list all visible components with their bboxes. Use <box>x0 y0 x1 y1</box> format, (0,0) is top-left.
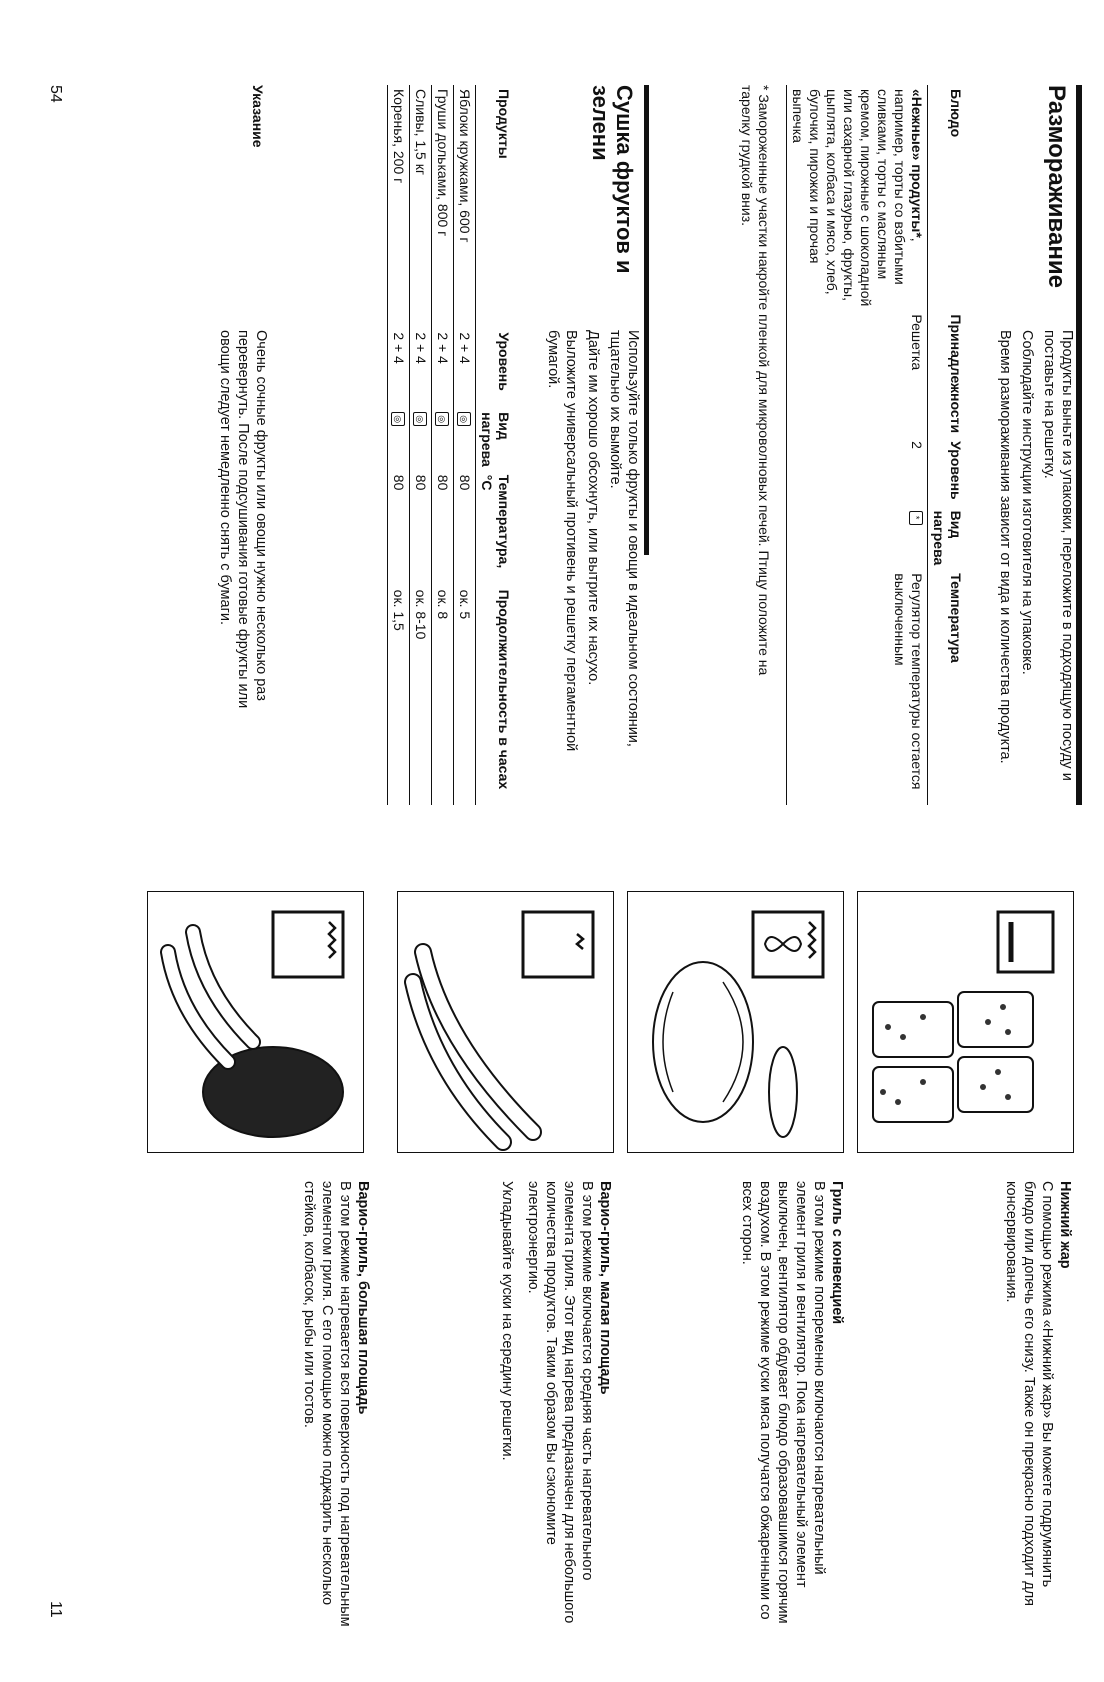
table-row <box>454 85 476 805</box>
level-cell: 2 + 4 <box>391 332 407 364</box>
col-duration: Продолжительность в часах <box>496 589 512 790</box>
title-rule <box>1076 85 1082 805</box>
product-cell: Сливы, 1,5 кг <box>413 89 429 175</box>
page-11 <box>0 841 1104 1682</box>
table-row <box>432 85 454 805</box>
mode-large-vario-grill <box>300 1181 372 1631</box>
drying-para: Выложите универсальный противень и решетку пергаментной бумагой. <box>545 330 579 752</box>
heating-cell <box>432 408 454 471</box>
mode-small-vario-grill <box>498 1181 614 1631</box>
table-row <box>787 85 928 805</box>
col-level: Уровень <box>496 332 512 391</box>
footnote: * Замороженные участки накройте пленкой для микроволновых печей. Птицу положите на тарелку грудкой вниз. <box>739 85 772 676</box>
hot-air-icon: ◎ <box>391 412 405 426</box>
duration-cell: ок. 5 <box>457 589 473 620</box>
intro-para: Продукты выньте из упаковки, переложите в подходящую посуду и поставьте на решетку. <box>1041 330 1075 781</box>
bottom-heat-illustration <box>857 891 1074 1153</box>
thawing-table <box>786 85 966 805</box>
drying-intro <box>540 330 642 800</box>
col-temp: Температура, °C <box>479 474 512 569</box>
mode-extra: Укладывайте куски на середину решетки. <box>499 1181 515 1461</box>
large-grill-illustration <box>147 891 364 1153</box>
temp-cell: 80 <box>391 474 407 491</box>
mode-text: В этом режиме включается средняя часть нагревательного элемента гриля. Этот вид нагрева предназначен для небольшого количества продуктов. Таким образом Вы сэкономите электроэнергию. <box>525 1181 595 1624</box>
col-dish: Блюдо <box>948 89 964 138</box>
drying-para: Дайте им хорошо обсохнуть, или вытрите их насухо. <box>585 330 601 686</box>
table-row <box>410 85 432 805</box>
intro-para: Соблюдайте инструкции изготовителя на упаковке. <box>1019 330 1035 675</box>
duration-cell: ок. 8-10 <box>413 589 429 640</box>
mode-title: Варио-гриль, большая площадь <box>355 1181 371 1415</box>
level-cell: 2 + 4 <box>435 332 451 364</box>
col-product: Продукты <box>496 89 512 159</box>
small-grill-illustration <box>397 891 614 1153</box>
hot-air-icon: ◎ <box>435 412 449 426</box>
col-heating: Вид нагрева <box>931 510 964 566</box>
level-cell: 2 + 4 <box>413 332 429 364</box>
table-header-row <box>928 85 967 805</box>
convection-grill-illustration <box>627 891 844 1153</box>
mode-text: В этом режиме попеременно включаются нагревательный элемент гриля и вентилятор. Пока нагревательный элемент выключен, вентилятор обдувает блюдо образовавшимся горячим воздухом. В этом режиме куски мяса получатся обжаренными со всех сторон. <box>739 1181 827 1624</box>
mode-title: Гриль с конвекцией <box>829 1181 845 1325</box>
temp-cell: 80 <box>457 474 473 491</box>
mode-text: С помощью режима «Нижний жар» Вы можете подрумянить блюдо или допечь его снизу. Также он прекрасно подходит для консервирования. <box>1003 1181 1055 1607</box>
temp-cell: 80 <box>413 474 429 491</box>
section-title-thawing: Размораживание <box>1043 85 1070 288</box>
mode-text: В этом режиме нагревается вся поверхность под нагревательным элементом гриля. С его помощью можно поджарить несколько стейков, колбасок, рыбы или тостов. <box>301 1181 353 1627</box>
duration-cell: ок. 1,5 <box>391 589 407 631</box>
col-accessory: Принадлежности <box>948 314 964 434</box>
table-header-row <box>476 85 515 805</box>
section-title-drying: Сушка фруктов и зелени <box>588 85 637 274</box>
page-number: 11 <box>47 1601 64 1618</box>
dish-cell <box>787 85 928 310</box>
preserving-jars-icon <box>858 892 1073 1152</box>
level-cell: 2 <box>909 441 925 449</box>
product-cell: Груши дольками, 800 г <box>435 89 451 237</box>
mode-bottom-heat <box>1002 1181 1074 1631</box>
heating-cell <box>454 408 476 471</box>
temp-cell: Регулятор температуры остается выключенным <box>892 573 925 790</box>
page-number: 54 <box>47 85 64 103</box>
product-cell: Коренья, 200 г <box>391 89 407 184</box>
heating-cell <box>787 507 928 570</box>
defrost-icon: * <box>909 511 923 525</box>
steak-sausages-icon <box>148 892 363 1152</box>
col-level: Уровень <box>948 441 964 500</box>
table-row <box>388 85 410 805</box>
mode-convection-grill <box>738 1181 846 1631</box>
drying-para: Используйте только фрукты и овощи в идеальном состоянии, тщательно их вымойте. <box>607 330 641 747</box>
drying-table <box>387 85 514 805</box>
hot-air-icon: ◎ <box>457 412 471 426</box>
note-text: Очень сочные фрукты или овощи нужно несколько раз перевернуть. После подсушивания готовые фрукты или овощи следует немедленно снять с бумаги. <box>217 330 269 709</box>
dish-rest: , например, торты со взбитыми сливками, торты с масляным кремом, пирожные с шоколадной или сахарной глазурью, фрукты, цыплята, колбаса и мясо, хлеб, булочки, пирожки и прочая выпечка <box>790 89 925 307</box>
dish-bold: «Нежные» продукты* <box>909 89 925 238</box>
thawing-intro <box>992 330 1076 800</box>
col-heating: Вид нагрева <box>479 412 512 467</box>
col-temp: Температура <box>948 573 964 663</box>
duration-cell: ок. 8 <box>435 589 451 620</box>
sausages-icon <box>398 892 613 1152</box>
heating-cell <box>410 408 432 471</box>
mode-title: Варио-гриль, малая площадь <box>597 1181 613 1395</box>
note-label: Указание <box>250 85 266 148</box>
intro-para: Время размораживания зависит от вида и количества продукта. <box>997 330 1013 764</box>
heating-cell <box>388 408 410 471</box>
product-cell: Яблоки кружками, 600 г <box>457 89 473 243</box>
mode-title: Нижний жар <box>1057 1181 1073 1269</box>
section-rule <box>644 85 649 555</box>
hot-air-icon: ◎ <box>413 412 427 426</box>
grill-fan-icon <box>628 892 843 1152</box>
level-cell: 2 + 4 <box>457 332 473 364</box>
temp-cell: 80 <box>435 474 451 491</box>
accessory-cell: Решетка <box>909 314 925 371</box>
